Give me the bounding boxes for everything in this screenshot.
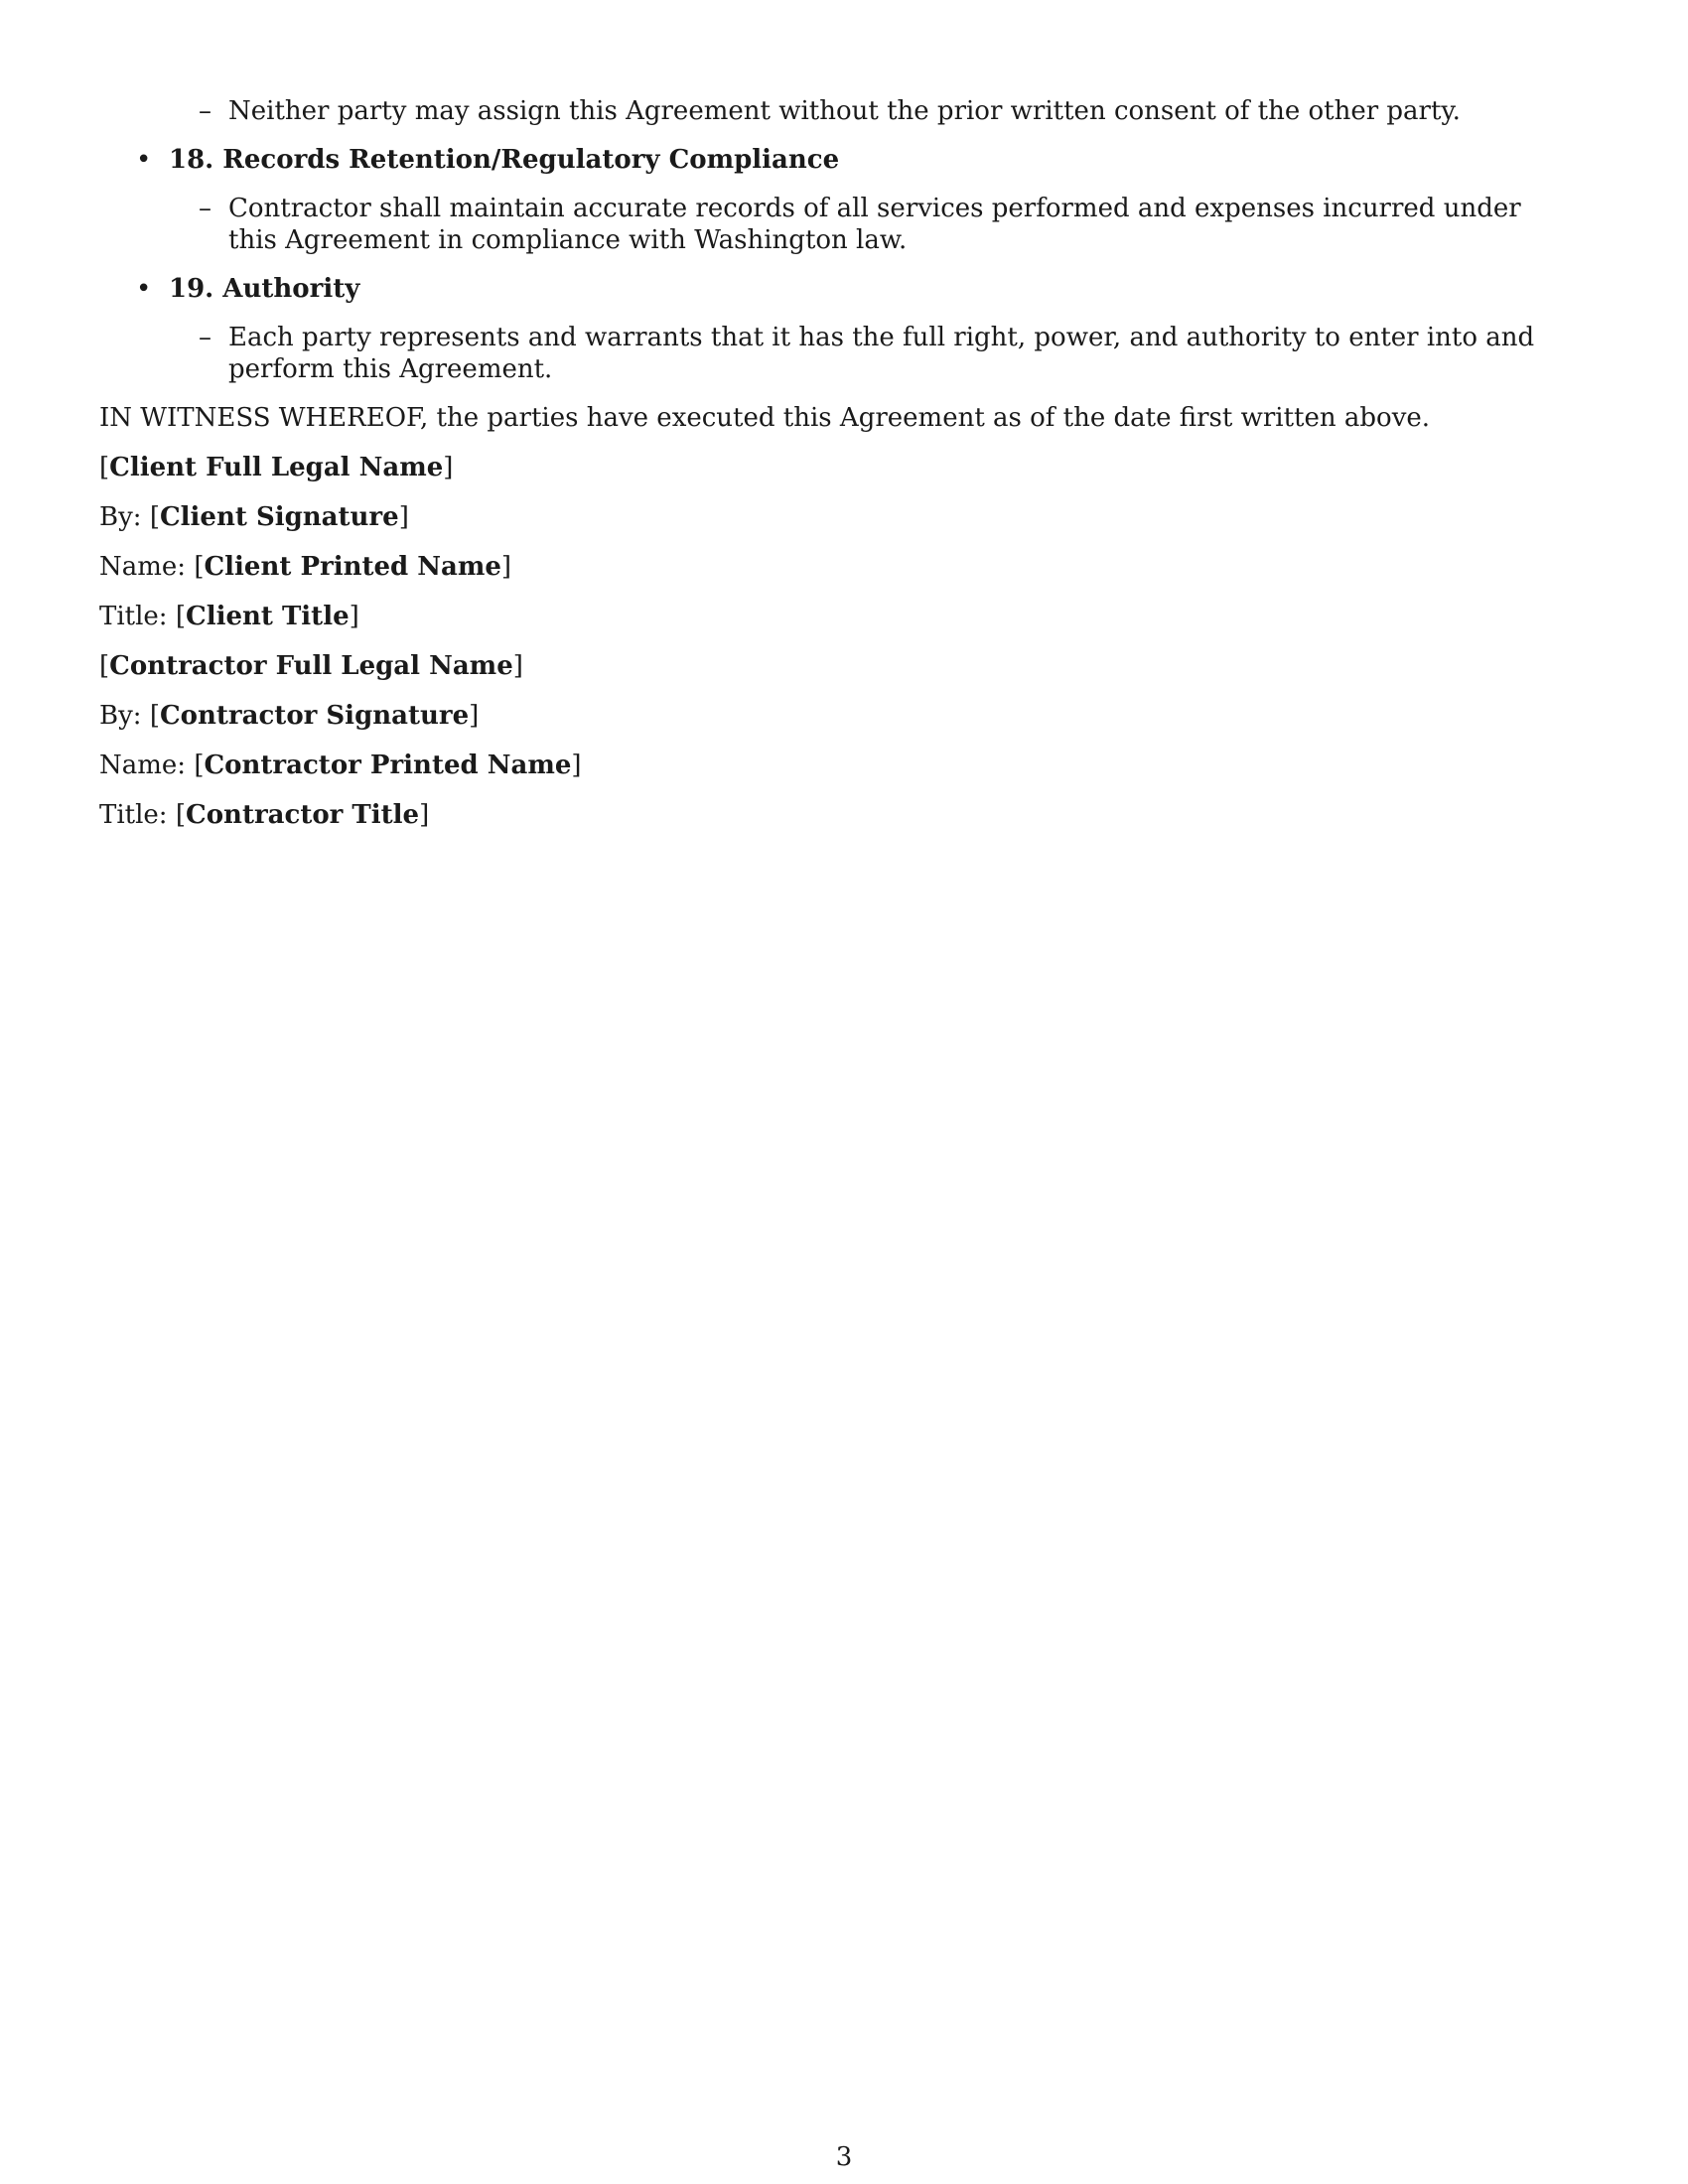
signature-line: Name: [Client Printed Name] (99, 552, 512, 582)
clause-text: Contractor shall maintain accurate records of all services performed and expenses incurred under this Agreement in compliance with Washington law. (228, 194, 1521, 255)
clause-item (99, 193, 1559, 256)
clause-item (99, 322, 1559, 385)
signature-placeholder: Client Title (186, 602, 350, 631)
signature-line: Title: [Contractor Title] (99, 800, 430, 830)
signature-label: By: (99, 502, 150, 532)
section-title: 19. Authority (169, 274, 360, 304)
section-heading (99, 144, 1589, 176)
dash-marker: – (199, 323, 211, 352)
signature-line: By: [Contractor Signature] (99, 701, 480, 731)
document-page (99, 95, 1589, 849)
clause-item (99, 95, 1559, 127)
dash-marker: – (199, 96, 211, 126)
bullet-icon: • (136, 274, 152, 304)
signature-line: Name: [Contractor Printed Name] (99, 751, 582, 780)
section-heading (99, 273, 1589, 305)
signature-placeholder: Client Printed Name (204, 552, 501, 582)
witness-paragraph: IN WITNESS WHEREOF, the parties have executed this Agreement as of the date first written above. (99, 403, 1431, 433)
signature-label: Title: (99, 602, 176, 631)
page-number: 3 (835, 2142, 853, 2172)
clause-text: Neither party may assign this Agreement without the prior written consent of the other party. (228, 96, 1461, 126)
signature-label: Title: (99, 800, 176, 830)
bullet-icon: • (136, 145, 152, 175)
signature-label: By: (99, 701, 150, 731)
signature-placeholder: Contractor Full Legal Name (109, 651, 513, 681)
signature-line: [Client Full Legal Name] (99, 453, 454, 482)
signature-line: Title: [Client Title] (99, 602, 359, 631)
signature-placeholder: Contractor Printed Name (204, 751, 572, 780)
signature-placeholder: Contractor Title (186, 800, 420, 830)
clause-text: Each party represents and warrants that it has the full right, power, and authority to enter into and perform this Agreement. (228, 323, 1535, 384)
signature-line: [Contractor Full Legal Name] (99, 651, 523, 681)
signature-line: By: [Client Signature] (99, 502, 409, 532)
signature-placeholder: Contractor Signature (159, 701, 470, 731)
signature-label: Name: (99, 751, 195, 780)
dash-marker: – (199, 194, 211, 223)
signature-label: Name: (99, 552, 195, 582)
signature-placeholder: Client Full Legal Name (109, 453, 444, 482)
section-title: 18. Records Retention/Regulatory Compliance (169, 145, 840, 175)
signature-placeholder: Client Signature (159, 502, 399, 532)
